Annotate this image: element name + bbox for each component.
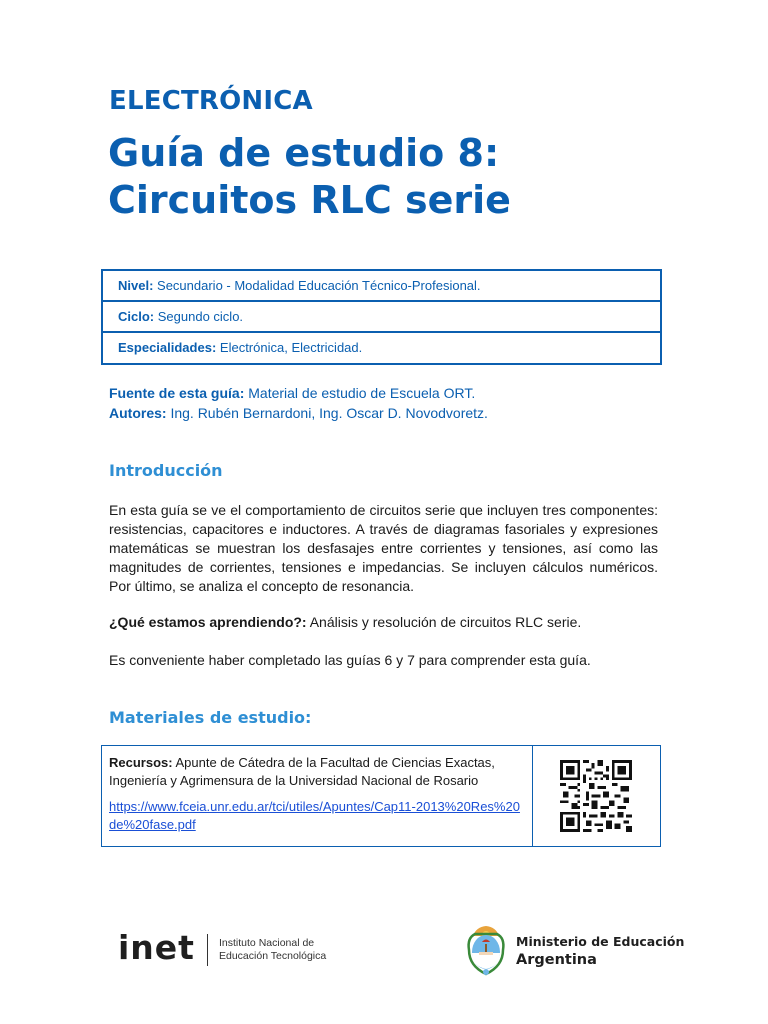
subject-label: ELECTRÓNICA	[109, 86, 313, 116]
intro-heading: Introducción	[109, 461, 223, 480]
info-row-nivel	[103, 271, 660, 302]
qr-code-icon	[557, 760, 635, 832]
inet-subtitle-line2: Educación Tecnológica	[219, 950, 327, 962]
inet-separator	[207, 934, 208, 966]
resources-value: Apunte de Cátedra de la Facultad de Ciencias Exactas, Ingeniería y Agrimensura de la Universidad Nacional de Rosario	[109, 755, 495, 788]
resources-box	[101, 745, 661, 847]
learning-line	[109, 613, 658, 632]
autores-label: Autores:	[109, 405, 167, 421]
especialidades-label: Especialidades:	[118, 340, 217, 355]
resources-text	[109, 754, 524, 834]
autores-value: Ing. Rubén Bernardoni, Ing. Oscar D. Novodvoretz.	[170, 405, 488, 421]
learning-label: ¿Qué estamos aprendiendo?:	[109, 614, 307, 630]
fuente-line	[109, 383, 488, 403]
course-info-box	[101, 269, 662, 365]
title-line-2: Circuitos RLC serie	[108, 178, 511, 222]
info-row-especialidades	[103, 333, 660, 363]
fuente-value: Material de estudio de Escuela ORT.	[248, 385, 476, 401]
inet-wordmark: inet	[118, 928, 195, 967]
page-title	[108, 130, 708, 224]
inet-subtitle	[219, 937, 326, 963]
ministry-line-1: Ministerio de Educación	[516, 934, 685, 949]
learning-value: Análisis y resolución de circuitos RLC serie.	[309, 614, 582, 630]
materials-heading: Materiales de estudio:	[109, 708, 312, 727]
source-block	[109, 383, 488, 423]
inet-subtitle-line1: Instituto Nacional de	[219, 937, 315, 949]
fuente-label: Fuente de esta guía:	[109, 385, 245, 401]
resources-label: Recursos:	[109, 755, 173, 770]
resource-link[interactable]: https://www.fceia.unr.edu.ar/tci/utiles/Apuntes/Cap11-2013%20Res%20de%20fase.pdf	[109, 799, 520, 832]
ciclo-value: Segundo ciclo.	[157, 309, 244, 324]
ministry-text	[516, 934, 684, 970]
argentina-coat-of-arms-icon	[463, 922, 509, 978]
resources-divider	[532, 746, 533, 846]
nivel-label: Nivel:	[118, 278, 154, 293]
intro-paragraph: En esta guía se ve el comportamiento de circuitos serie que incluyen tres componentes: resistencias, capacitores e inductores. A través de diagramas fasoriales y expresiones matemáticas se muestran los desfasajes entre corrientes y tensiones, así como las magnitudes de corrientes, tensiones e impedancias. Se incluyen cálculos numéricos. Por último, se analiza el concepto de resonancia.	[109, 502, 658, 594]
info-row-ciclo	[103, 302, 660, 333]
ciclo-label: Ciclo:	[118, 309, 155, 324]
especialidades-value: Electrónica, Electricidad.	[219, 340, 363, 355]
ministry-line-2: Argentina	[516, 952, 597, 968]
title-line-1: Guía de estudio 8:	[108, 131, 500, 175]
nivel-value: Secundario - Modalidad Educación Técnico-Profesional.	[157, 278, 481, 293]
autores-line	[109, 403, 488, 423]
prereq-line: Es conveniente haber completado las guías 6 y 7 para comprender esta guía.	[109, 652, 591, 668]
